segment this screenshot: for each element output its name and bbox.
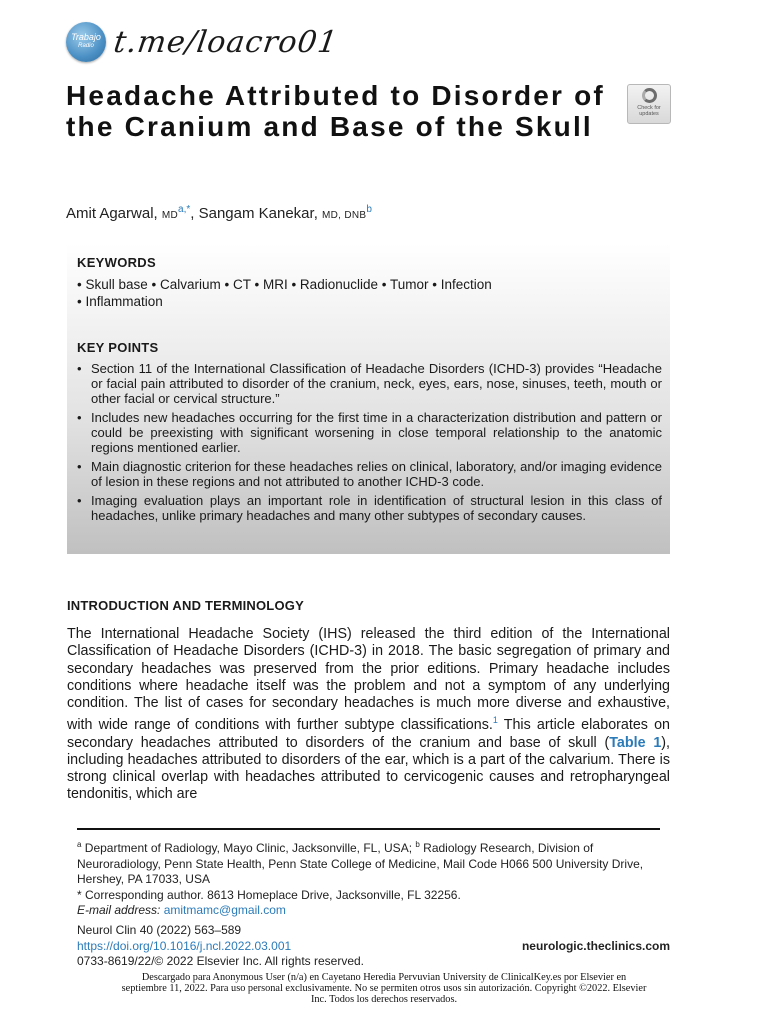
download-notice: Descargado para Anonymous User (n/a) en Cayetano Heredia Pervuvian University de ClinicalKey.es por Elsevier en septiembre 11, 2022. Para uso personal exclusivamente. No se permiten otros usos sin autorización. Copyright ©2022. Elsevier Inc. Todos los derechos reservados. — [121, 972, 647, 1005]
key-points-heading: KEY POINTS — [77, 340, 159, 355]
key-points-list — [77, 361, 662, 523]
key-point: • Imaging evaluation plays an important role in identification of structural lesion in this class of headaches, unlike primary headaches and many other subtypes of secondary causes. — [77, 493, 662, 523]
keywords-line: • Inflammation — [77, 294, 163, 309]
logo-text-bottom: Radio — [78, 43, 94, 49]
author-name: Sangam Kanekar, — [198, 205, 318, 222]
corresponding-author: * Corresponding author. 8613 Homeplace Drive, Jacksonville, FL 32256. — [77, 887, 461, 902]
check-for-updates-button[interactable] — [627, 84, 671, 124]
citation-block — [77, 923, 670, 970]
copyright-line: 0733-8619/22/© 2022 Elsevier Inc. All rights reserved. — [77, 954, 365, 968]
intro-text: This article elaborates on secondary headaches attributed to disorders of the cranium and base of skull ( — [67, 717, 670, 751]
keywords-line: • Skull base • Calvarium • CT • MRI • Radionuclide • Tumor • Infection — [77, 277, 492, 292]
footnotes — [77, 837, 662, 919]
channel-watermark — [66, 22, 341, 62]
key-point: • Main diagnostic criterion for these headaches relies on clinical, laboratory, and/or imaging evidence of lesion in these regions and not attributed to another ICHD-3 code. — [77, 459, 662, 489]
table-link[interactable]: Table 1 — [609, 734, 662, 751]
check-updates-label: Check for updates — [637, 105, 661, 117]
author-affiliation-marker[interactable]: b — [366, 204, 372, 215]
affiliation-b: Radiology Research, Division of Neuroradiology, Penn State Health, Penn State College of Medicine, Mail Code H066 500 University Drive, Hershey, PA 17033, USA — [77, 841, 644, 887]
author-affiliation-marker[interactable]: a,* — [178, 204, 191, 215]
author-name: Amit Agarwal, — [66, 205, 158, 222]
author-separator: , — [190, 205, 199, 222]
journal-site[interactable]: neurologic.theclinics.com — [521, 938, 670, 953]
doi-link[interactable]: https://doi.org/10.1016/j.ncl.2022.03.001 — [77, 938, 292, 953]
email-label: E-mail address: — [77, 903, 161, 918]
channel-logo — [66, 22, 106, 62]
key-point: • Section 11 of the International Classification of Headache Disorders (ICHD-3) provides “Headache or facial pain attributed to disorder of the cranium, neck, eyes, ears, nose, sinuses, teeth, mouth or other facial or cervical structure.” — [77, 361, 662, 406]
keywords-keypoints-box — [67, 243, 670, 554]
keywords-heading: KEYWORDS — [77, 255, 156, 270]
logo-text-top: Trabajo — [71, 32, 101, 42]
author-degree: MD, DNB — [322, 210, 367, 221]
update-check-icon — [642, 88, 657, 103]
affiliation-marker: b — [415, 840, 420, 849]
affiliations — [77, 837, 662, 888]
affiliation-a: Department of Radiology, Mayo Clinic, Jacksonville, FL, USA; — [81, 841, 416, 855]
author-degree: MD — [161, 210, 179, 221]
keywords-list — [77, 276, 662, 310]
channel-handle: t.me/loacro01 — [111, 24, 341, 60]
email-line — [77, 903, 662, 919]
intro-text: ), including headaches attributed to disorders of the ear, which is a part of the calvarium. There is strong clinical overlap with headaches attributed to cervicogenic causes and retropharyngeal tendonitis, which are — [67, 734, 670, 803]
intro-paragraph — [67, 626, 670, 804]
section-heading: INTRODUCTION AND TERMINOLOGY — [67, 598, 304, 613]
footnote-divider — [77, 828, 660, 830]
affiliation-marker: a — [77, 840, 82, 849]
journal-citation: Neurol Clin 40 (2022) 563–589 — [77, 923, 242, 937]
article-title: Headache Attributed to Disorder of the Cranium and Base of the Skull — [66, 80, 605, 142]
author-line — [66, 204, 372, 222]
email-link[interactable]: amitmamc@gmail.com — [163, 903, 286, 918]
key-point: • Includes new headaches occurring for the first time in a characterization distribution and pattern or could be preexisting with significant worsening in close temporal relationship to the anatomic regions mentioned earlier. — [77, 410, 662, 455]
intro-text: The International Headache Society (IHS) released the third edition of the International Classification of Headache Disorders (ICHD-3) in 2018. The basic segregation of primary and secondary headaches was preserved from the prior editions. Primary headache includes conditions where headache itself was the problem and not a symptom of any underlying condition. The list of cases for secondary headaches is much more diverse and exhaustive, with wide range of conditions with further subtype classifications. — [67, 626, 670, 734]
reference-link[interactable]: 1 — [492, 715, 498, 726]
